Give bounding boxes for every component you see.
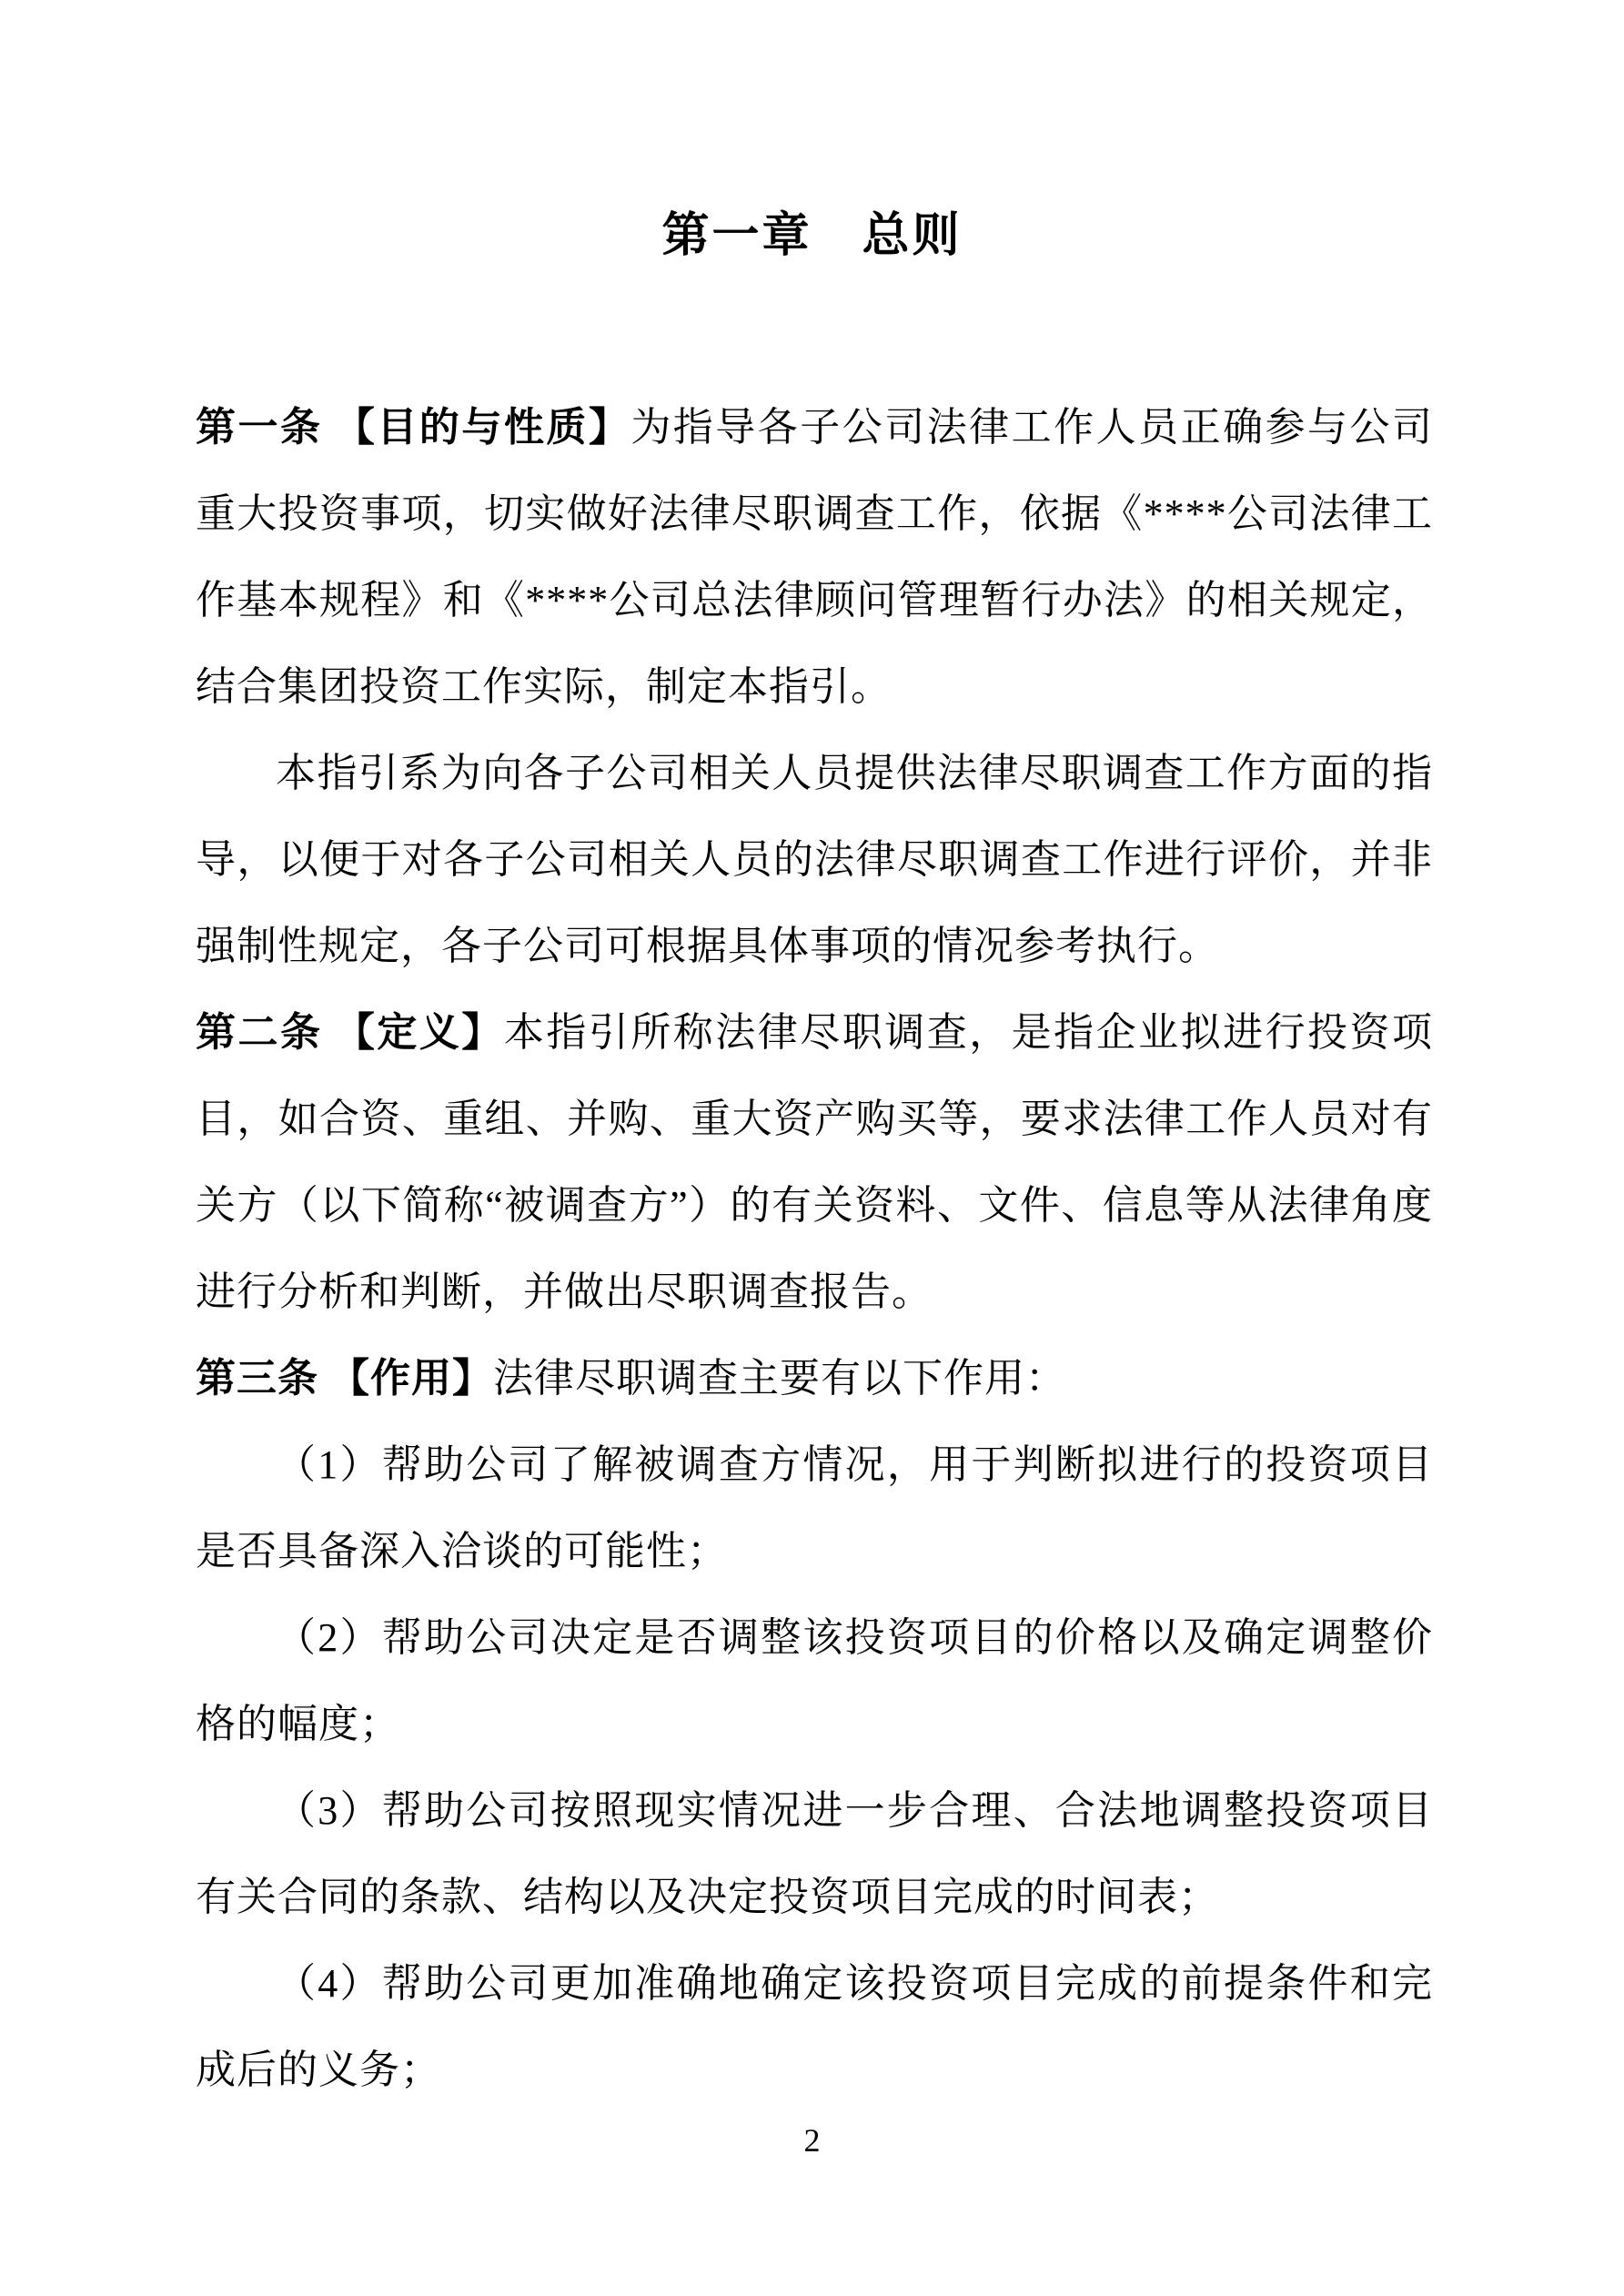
paragraph	[196, 1767, 1433, 1940]
paragraph	[196, 989, 1433, 1335]
paragraph	[196, 1940, 1433, 2113]
paragraph	[196, 1335, 1433, 1421]
paragraph	[196, 1421, 1433, 1594]
paragraph-text: 法律尽职调查主要有以下作用：	[493, 1356, 1066, 1401]
document-body	[196, 384, 1433, 2113]
paragraph	[196, 730, 1433, 989]
article-lead: 第三条 【作用】	[196, 1356, 493, 1401]
page-number: 2	[803, 2122, 821, 2159]
article-lead: 第一条 【目的与性质】	[196, 405, 631, 450]
article-lead: 第二条 【定义】	[196, 1010, 504, 1055]
paragraph-text: （2）帮助公司决定是否调整该投资项目的价格以及确定调整价格的幅度；	[196, 1615, 1433, 1746]
chapter-title: 第一章 总则	[661, 210, 963, 262]
paragraph	[196, 1594, 1433, 1767]
paragraph-text: 本指引系为向各子公司相关人员提供法律尽职调查工作方面的指导，以便于对各子公司相关人员的法律尽职调查工作进行评价，并非强制性规定，各子公司可根据具体事项的情况参考执行。	[196, 751, 1433, 968]
paragraph-text: （4）帮助公司更加准确地确定该投资项目完成的前提条件和完成后的义务；	[196, 1961, 1433, 2092]
paragraph	[196, 384, 1433, 730]
paragraph-text: 本指引所称法律尽职调查，是指企业拟进行投资项目，如合资、重组、并购、重大资产购买等，要求法律工作人员对有关方（以下简称“被调查方”）的有关资料、文件、信息等从法律角度进行分析和判断，并做出尽职调查报告。	[196, 1010, 1434, 1314]
paragraph-text: （1）帮助公司了解被调查方情况，用于判断拟进行的投资项目是否具备深入洽谈的可能性；	[196, 1442, 1433, 1573]
paragraph-text: 为指导各子公司法律工作人员正确参与公司重大投资事项，切实做好法律尽职调查工作，依据《****公司法律工作基本规程》和《****公司总法律顾问管理暂行办法》的相关规定，结合集团投资工作实际，制定本指引。	[196, 405, 1434, 709]
paragraph-text: （3）帮助公司按照现实情况进一步合理、合法地调整投资项目有关合同的条款、结构以及决定投资项目完成的时间表；	[196, 1788, 1433, 1919]
